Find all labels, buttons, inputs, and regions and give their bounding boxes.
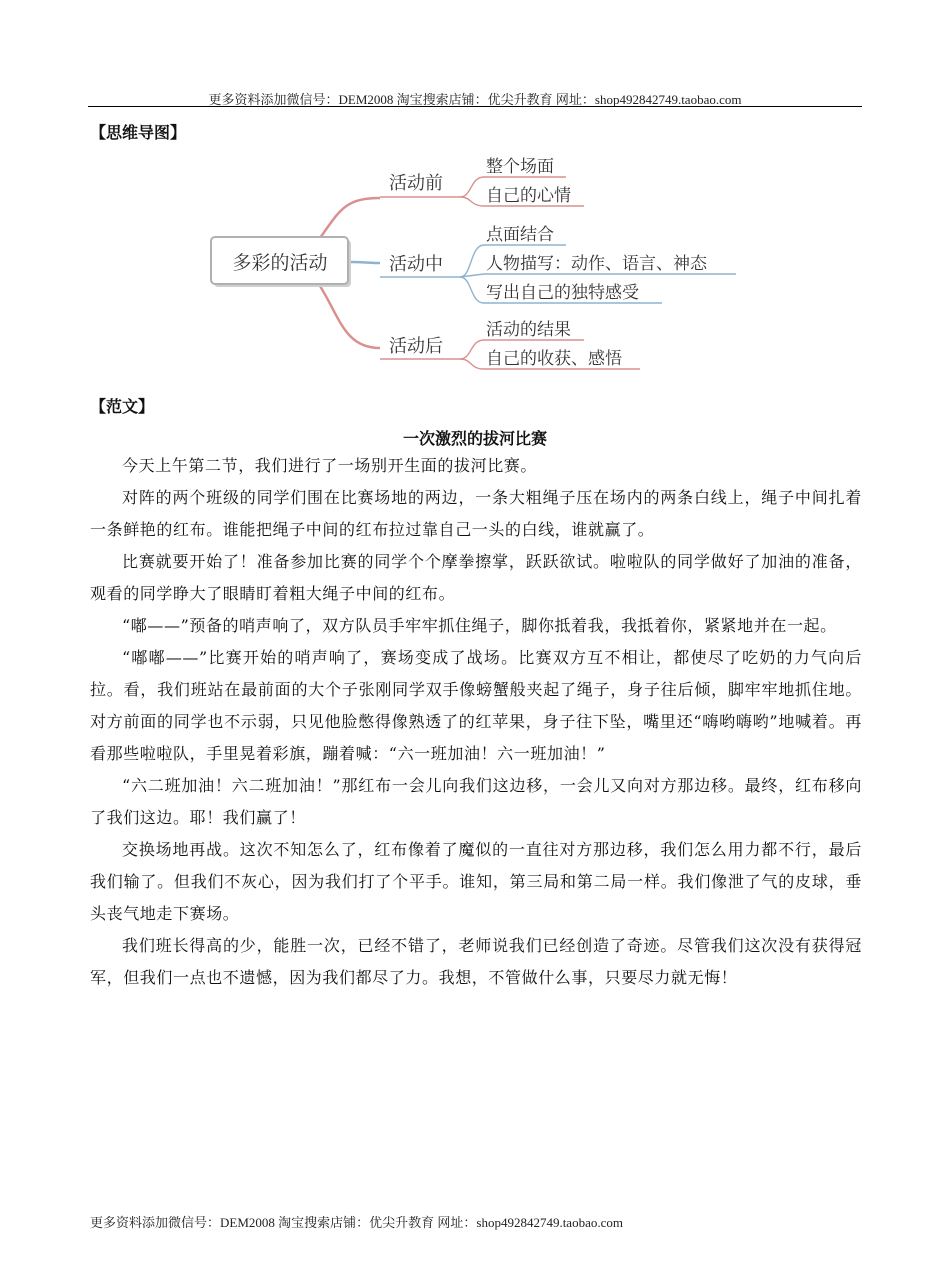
essay-paragraph: “嘟嘟——”比赛开始的哨声响了，赛场变成了战场。比赛双方互不相让，都使尽了吃奶的力气向后拉。看，我们班站在最前面的大个子张刚同学双手像螃蟹般夹起了绳子，身子往后倾，脚牢牢地抓住地。对方前面的同学也不示弱，只见他脸憋得像熟透了的红苹果，身子往下坠，嘴里还“嗨哟嗨哟”地喊着。再看那些啦啦队，手里晃着彩旗，蹦着喊：“六一班加油！六一班加油！” xyxy=(90,648,862,763)
leaf-label: 自己的心情 xyxy=(486,186,571,206)
leaf-label: 自己的收获、感悟 xyxy=(486,349,622,369)
leaf-connector-before-1 xyxy=(460,177,484,197)
leaf-connector-during-1 xyxy=(460,245,484,277)
essay-paragraph: “六二班加油！六二班加油！”那红布一会儿向我们这边移，一会儿又向对方那边移。最终，红布移向了我们这边。耶！我们赢了！ xyxy=(90,776,862,827)
leaf-connector-after-2 xyxy=(460,359,484,369)
essay-paragraph: 我们班长得高的少，能胜一次，已经不错了，老师说我们已经创造了奇迹。尽管我们这次没有获得冠军，但我们一点也不遗憾，因为我们都尽了力。我想，不管做什么事，只要尽力就无悔！ xyxy=(90,936,862,987)
essay-paragraph: 交换场地再战。这次不知怎么了，红布像着了魔似的一直往对方那边移，我们怎么用力都不行，最后我们输了。但我们不灰心，因为我们打了个平手。谁知，第三局和第二局一样。我们像泄了气的皮球，垂头丧气地走下赛场。 xyxy=(90,840,862,923)
essay-paragraph: 比赛就要开始了！准备参加比赛的同学个个摩拳擦掌，跃跃欲试。啦啦队的同学做好了加油的准备，观看的同学睁大了眼睛盯着粗大绳子中间的红布。 xyxy=(90,552,862,603)
essay-body xyxy=(90,450,862,994)
leaf-label: 整个场面 xyxy=(486,157,554,177)
branch-label-after: 活动后 xyxy=(389,336,443,357)
connector-root-before xyxy=(320,198,380,238)
essay-paragraph: “嘟——”预备的哨声响了，双方队员手牢牢抓住绳子，脚你抵着我，我抵着你，紧紧地并在一起。 xyxy=(122,616,837,635)
essay-title: 一次激烈的拔河比赛 xyxy=(402,429,547,448)
leaf-label: 写出自己的独特感受 xyxy=(486,283,639,303)
root-node-label: 多彩的活动 xyxy=(232,252,328,274)
mindmap-section-label: 【思维导图】 xyxy=(90,123,187,142)
mind-map xyxy=(0,140,950,390)
branch-label-during: 活动中 xyxy=(389,254,443,275)
leaf-connector-before-2 xyxy=(460,197,484,206)
leaf-connector-during-3 xyxy=(460,277,484,303)
essay-paragraph: 今天上午第二节，我们进行了一场别开生面的拔河比赛。 xyxy=(122,456,538,475)
page-header: 更多资料添加微信号：DEM2008 淘宝搜索店铺：优尖升教育 网址：shop492842749.taobao.com xyxy=(208,92,742,107)
leaf-label: 活动的结果 xyxy=(486,320,571,340)
leaf-label: 点面结合 xyxy=(486,225,554,245)
leaf-label: 人物描写：动作、语言、神态 xyxy=(486,254,707,274)
connector-root-after xyxy=(320,286,380,348)
header-divider xyxy=(88,106,862,107)
essay-paragraph: 对阵的两个班级的同学们围在比赛场地的两边，一条大粗绳子压在场内的两条白线上，绳子中间扎着一条鲜艳的红布。谁能把绳子中间的红布拉过靠自己一头的白线，谁就赢了。 xyxy=(90,488,862,539)
leaf-connector-after-1 xyxy=(460,340,484,359)
page-footer: 更多资料添加微信号：DEM2008 淘宝搜索店铺：优尖升教育 网址：shop492842749.taobao.com xyxy=(90,1215,623,1230)
branch-label-before: 活动前 xyxy=(389,173,443,194)
connector-root-during xyxy=(350,262,380,263)
sample-essay-section-label: 【范文】 xyxy=(90,397,155,416)
